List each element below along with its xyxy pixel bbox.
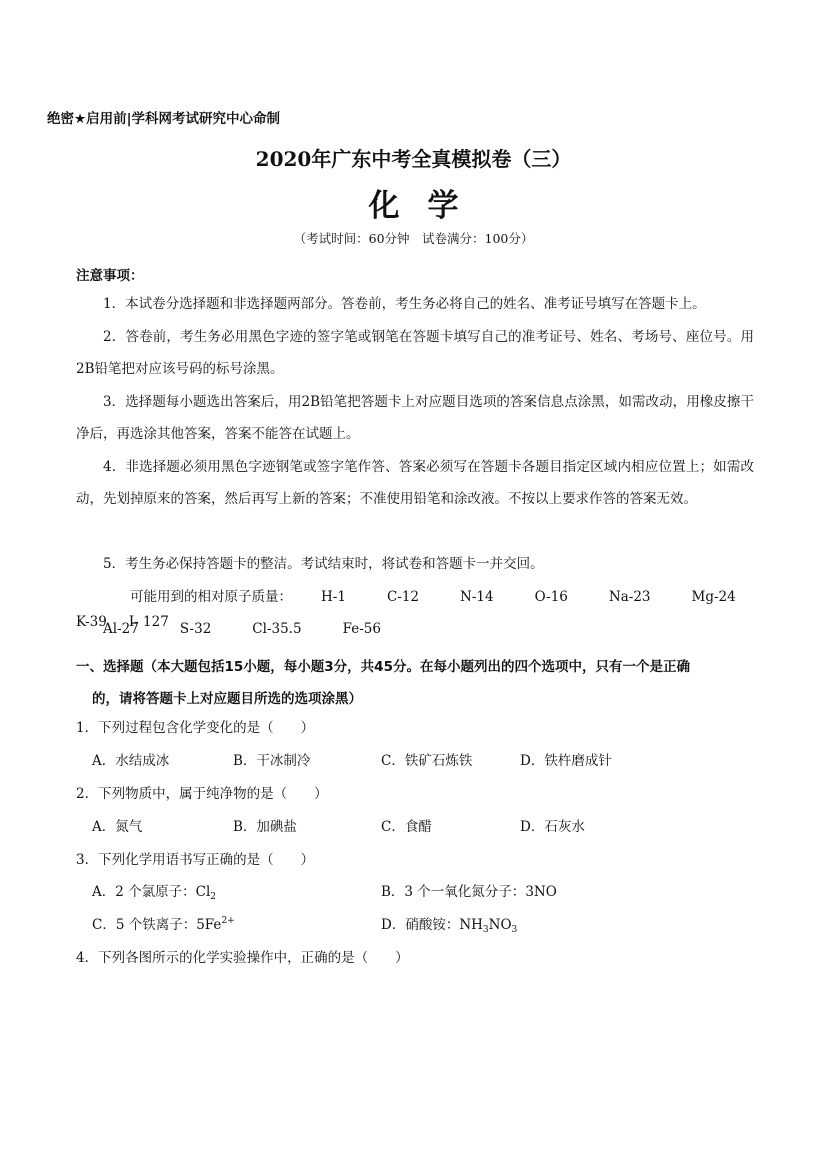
mass-item: Na-23 (608, 589, 651, 605)
mass-item: O-16 (534, 589, 568, 605)
q1-option-c: C．铁矿石炼铁 (381, 753, 473, 769)
q3-option-c (92, 913, 235, 933)
q2-option-d: D．石灰水 (520, 819, 585, 835)
q3-option-a (92, 880, 216, 902)
atomic-mass-label: 可能用到的相对原子质量： (130, 589, 292, 605)
mass-item: Al-27 (103, 621, 139, 637)
question-4-stem: 4．下列各图所示的化学实验操作中，正确的是（ ） (76, 950, 409, 966)
section-heading-line1: 一、选择题（本大题包括15小题，每小题3分，共45分。在每小题列出的四个选项中，只有一个是正确 (76, 659, 690, 675)
notice-3: 3．选择题每小题选出答案后，用2B铅笔把答题卡上对应题目选项的答案信息点涂黑，如需改动，用橡皮擦干净后，再选涂其他答案，答案不能答在试题上。 (76, 394, 754, 442)
mass-item: Fe-56 (342, 621, 381, 637)
formula: 3NO (525, 884, 557, 900)
q1-option-d: D．铁杵磨成针 (520, 753, 612, 769)
question-3-stem: 3．下列化学用语书写正确的是（ ） (76, 852, 315, 868)
subject-title: 化学 (368, 188, 487, 224)
notice-2: 2．答卷前，考生务必用黑色字迹的签字笔或钢笔在答题卡填写自己的准考证号、姓名、考场号、座位号。用2B铅笔把对应该号码的标号涂黑。 (76, 329, 754, 377)
q3-option-d (381, 913, 517, 935)
mass-item: S-32 (179, 621, 212, 637)
mass-item: N-14 (460, 589, 494, 605)
subscript: 3 (482, 925, 489, 935)
q3-option-b-text: B．3 个一氧化氮分子： (381, 884, 526, 900)
atomic-mass-list (76, 581, 754, 645)
q3-option-b (381, 880, 557, 900)
mass-item: H-1 (321, 589, 346, 605)
exam-title: 2020年广东中考全真模拟卷（三） (255, 147, 572, 171)
section-heading (76, 651, 756, 715)
confidential-header: 绝密★启用前|学科网考试研究中心命制 (47, 111, 281, 127)
formula: 5Fe (196, 917, 222, 933)
subscript: 2 (210, 892, 217, 902)
notice-title: 注意事项： (76, 268, 144, 284)
mass-item: I- 127 (128, 614, 169, 630)
mass-item: C-12 (386, 589, 420, 605)
q2-option-c: C．食醋 (381, 819, 432, 835)
q3-option-c-text: C．5 个铁离子： (92, 917, 197, 933)
q2-option-a: A．氮气 (92, 819, 143, 835)
notice-5: 5．考生务必保持答题卡的整洁。考试结束时，将试卷和答题卡一并交回。 (103, 556, 544, 572)
q1-option-b: B．干冰制冷 (233, 753, 311, 769)
question-1-stem: 1．下列过程包含化学变化的是（ ） (76, 720, 315, 736)
notice-4: 4．非选择题必须用黑色字迹钢笔或签字笔作答、答案必须写在答题卡各题目指定区域内相应位置上；如需改动，先划掉原来的答案，然后再写上新的答案；不准使用铅笔和涂改液。不按以上要求作答的答案无效。 (76, 459, 754, 507)
formula: NO (488, 917, 512, 933)
q2-option-b: B．加碘盐 (233, 819, 297, 835)
q3-option-a-text: A．2 个氯原子： (92, 884, 196, 900)
mass-item: K-39 (76, 614, 107, 630)
q1-option-a: A．水结成冰 (92, 753, 170, 769)
exam-info: （考试时间：60分钟 试卷满分：100分） (293, 231, 534, 246)
mass-item: Cl-35.5 (252, 621, 302, 637)
section-heading-line2: 的，请将答题卡上对应题目所选的选项涂黑） (92, 691, 362, 707)
question-2-stem: 2．下列物质中，属于纯净物的是（ ） (76, 786, 328, 802)
superscript: 2+ (221, 916, 235, 926)
formula: NH (459, 917, 483, 933)
atomic-mass-list-cont (76, 614, 169, 630)
q3-option-d-text: D．硝酸铵： (381, 917, 460, 933)
mass-item: Mg-24 (691, 589, 736, 605)
subscript: 3 (511, 925, 518, 935)
notice-1: 1．本试卷分选择题和非选择题两部分。答卷前，考生务必将自己的姓名、准考证号填写在答题卡上。 (103, 296, 706, 312)
formula: Cl (195, 884, 211, 900)
